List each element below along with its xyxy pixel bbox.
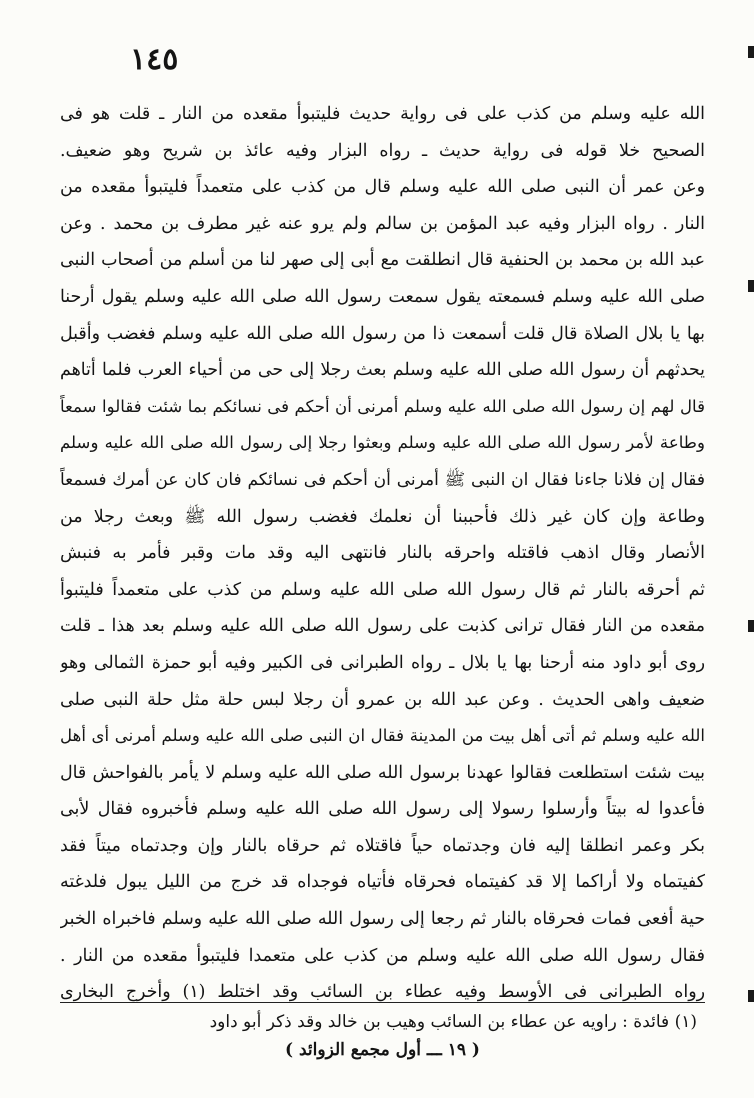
text-line: الأنصار وقال اذهب فاقتله واحرقه بالنار فانتهى اليه وقد مات وقبر فأمر به فنبش xyxy=(60,543,705,564)
text-line: قال لهم إن رسول الله صلى الله عليه وسلم أمرنى أن أحكم فى نسائكم بما شئت فقالوا سمعاً xyxy=(60,396,705,416)
text-line: وطاعة وإن كان غير ذلك فأحببنا أن نعلمك فغضب رسول الله ﷺ وبعث رجلا من xyxy=(60,506,705,527)
text-line: فأعدوا له بيتاً وأرسلوا رسولا إلى رسول الله صلى الله عليه وسلم فأخبروه فقال لأبى xyxy=(60,799,705,820)
page-number: ١٤٥ xyxy=(130,42,179,77)
text-line: رواه الطبرانى فى الأوسط وفيه عطاء بن السائب وقد اختلط (١) وأخرج البخارى xyxy=(60,982,705,1003)
text-line: وطاعة لأمر رسول الله صلى الله عليه وسلم وبعثوا رجلا إلى رسول الله صلى الله عليه وسلم xyxy=(60,433,705,453)
text-line: الله عليه وسلم ثم أتى أهل بيت من المدينة فقال ان النبى صلى الله عليه وسلم أمرنى أى أهل xyxy=(60,726,705,746)
page-edge-mark xyxy=(748,620,754,632)
text-line: النار . رواه البزار وفيه عبد المؤمن بن سالم ولم يرو عنه غير مطرف بن محمد . وعن xyxy=(60,213,705,234)
text-line: بها يا بلال الصلاة قال قلت أسمعت ذا من رسول الله صلى الله عليه وسلم فغضب وأقبل xyxy=(60,323,705,344)
text-line: ثم أحرقه بالنار ثم قال رسول الله صلى الله عليه وسلم من كذب على متعمداً فليتبوأ xyxy=(60,579,705,600)
text-line: وعن عمر أن النبى صلى الله عليه وسلم قال من كذب على متعمداً فليتبوأ مقعده من xyxy=(60,177,705,198)
text-line: بكر وعمر انطلقا إليه فان وجدتماه حياً فاقتلاه ثم حرقاه بالنار وإن وجدتماه ميتاً فقد xyxy=(60,835,705,856)
page-edge-mark xyxy=(748,280,754,292)
text-line: بيت شئت استطلعت فقالوا عهدنا برسول الله صلى الله عليه وسلم لا يأمر بالفواحش قال xyxy=(60,762,705,783)
text-line: يحدثهم أن رسول الله صلى الله عليه وسلم بعث رجلا إلى حى من أحياء العرب فلما أتاهم xyxy=(60,360,705,381)
text-line: الله عليه وسلم من كذب على فى رواية حديث فليتبوأ مقعده من النار ـ قلت هو فى xyxy=(60,104,705,124)
text-line: فقال إن فلانا جاءنا فقال ان النبى ﷺ أمرنى أن أحكم فى نسائكم فان كان عن أمرك فسمعاً xyxy=(60,469,705,490)
text-line: صلى الله عليه وسلم فسمعته يقول سمعت رسول الله صلى الله عليه وسلم يقول أرحنا xyxy=(60,286,705,307)
text-line: الصحيح خلا قوله فى رواية حديث ـ رواه البزار وفيه عائذ بن شريح وهو ضعيف. xyxy=(60,140,705,161)
text-line: عبد الله بن محمد بن الحنفية قال انطلقت مع أبى إلى صهر لنا من أسلم من أصحاب النبى xyxy=(60,250,705,271)
text-line: مقعده من النار فقال ترانى كذبت على رسول الله صلى الله عليه وسلم بعد هذا ـ قلت xyxy=(60,616,705,637)
body-text xyxy=(60,96,705,1011)
text-line: ضعيف واهى الحديث . وعن عبد الله بن عمرو أن رجلا لبس حلة مثل حلة النبى صلى xyxy=(60,689,705,710)
text-line: فقال رسول الله صلى الله عليه وسلم من كذب على متعمدا فليتبوأ مقعده من النار . xyxy=(60,945,705,966)
text-line: كفيتماه ولا أراكما إلا قد كفيتماه فحرقاه فأتياه فوجداه قد خرج من الليل يبول فلدغته xyxy=(60,872,705,893)
text-line: روى أبو داود منه أرحنا بها يا بلال ـ رواه الطبرانى فى الكبير وفيه أبو حمزة الثمالى وهو xyxy=(60,652,705,673)
footnote: (١) فائدة : راويه عن عطاء بن السائب وهيب بن خالد وقد ذكر أبو داود xyxy=(209,1012,697,1032)
page-edge-mark xyxy=(748,990,754,1002)
footnote-divider xyxy=(60,1002,705,1003)
text-line: حية أفعى فمات فحرقاه بالنار ثم رجعا إلى رسول الله صلى الله عليه وسلم فاخبراه الخبر xyxy=(60,909,705,930)
page-edge-mark xyxy=(748,46,754,58)
signature-line: ( ١٩ ـــ أول مجمع الزوائد ) xyxy=(285,1040,480,1060)
